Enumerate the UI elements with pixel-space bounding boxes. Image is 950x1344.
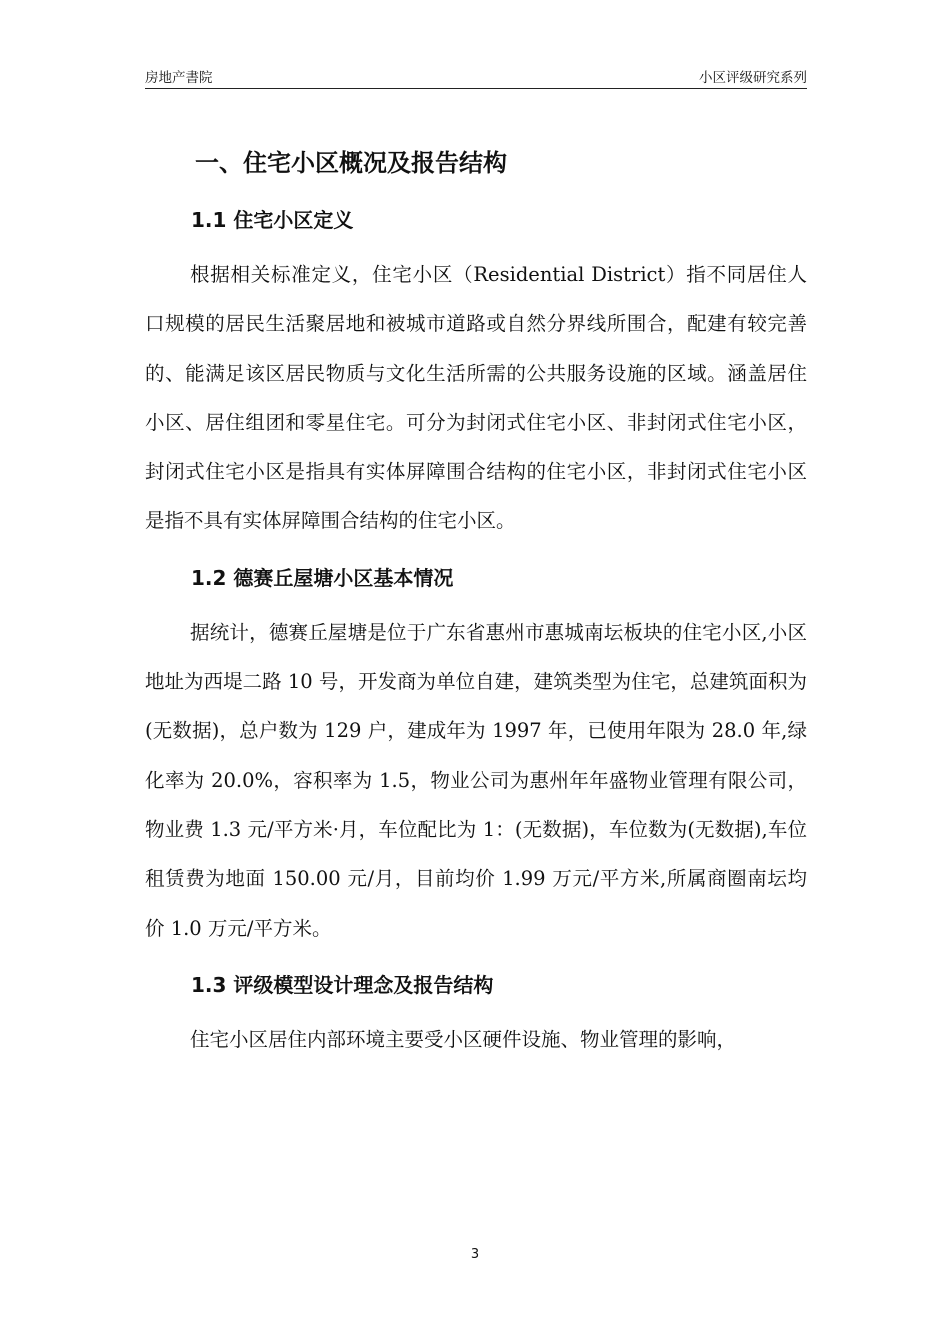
- section-title-1-3: 1.3 评级模型设计理念及报告结构: [191, 972, 494, 997]
- header-publisher: 房地产書院: [145, 70, 213, 86]
- section-title-1-1: 1.1 住宅小区定义: [191, 208, 354, 232]
- section-paragraph-1-2: 据统计，德赛丘屋塘是位于广东省惠州市惠城南坛板块的住宅小区,小区地址为西堤二路 10 号，开发商为单位自建，建筑类型为住宅，总建筑面积为(无数据)，总户数为 129 户，建成年为 1997 年，已使用年限为 28.0 年,绿化率为 20.0%，容积率为 1.5，物业公司为惠州年年盛物业管理有限公司，物业费 1.3 元/平方米·月，车位配比为 1：(无数据)，车位数为(无数据),车位租赁费为地面 150.00 元/月，目前均价 1.99 万元/平方米,所属商圈南坛均价 1.0 万元/平方米。: [145, 620, 807, 940]
- chapter-title: 一、住宅小区概况及报告结构: [195, 149, 507, 177]
- header-series: 小区评级研究系列: [699, 70, 807, 86]
- section-paragraph-1-3: 住宅小区居住内部环境主要受小区硬件设施、物业管理的影响，: [190, 1027, 737, 1051]
- section-title-1-2: 1.2 德赛丘屋塘小区基本情况: [191, 565, 454, 590]
- section-paragraph-1-1: 根据相关标准定义，住宅小区（Residential District）指不同居住人口规模的居民生活聚居地和被城市道路或自然分界线所围合，配建有较完善的、能满足该区居民物质与文化生活所需的公共服务设施的区域。涵盖居住小区、居住组团和零星住宅。可分为封闭式住宅小区、非封闭式住宅小区，封闭式住宅小区是指具有实体屏障围合结构的住宅小区，非封闭式住宅小区是指不具有实体屏障围合结构的住宅小区。: [145, 263, 807, 533]
- document-body: [145, 138, 807, 1064]
- page-header: [145, 66, 807, 89]
- page-number: 3: [470, 1247, 480, 1262]
